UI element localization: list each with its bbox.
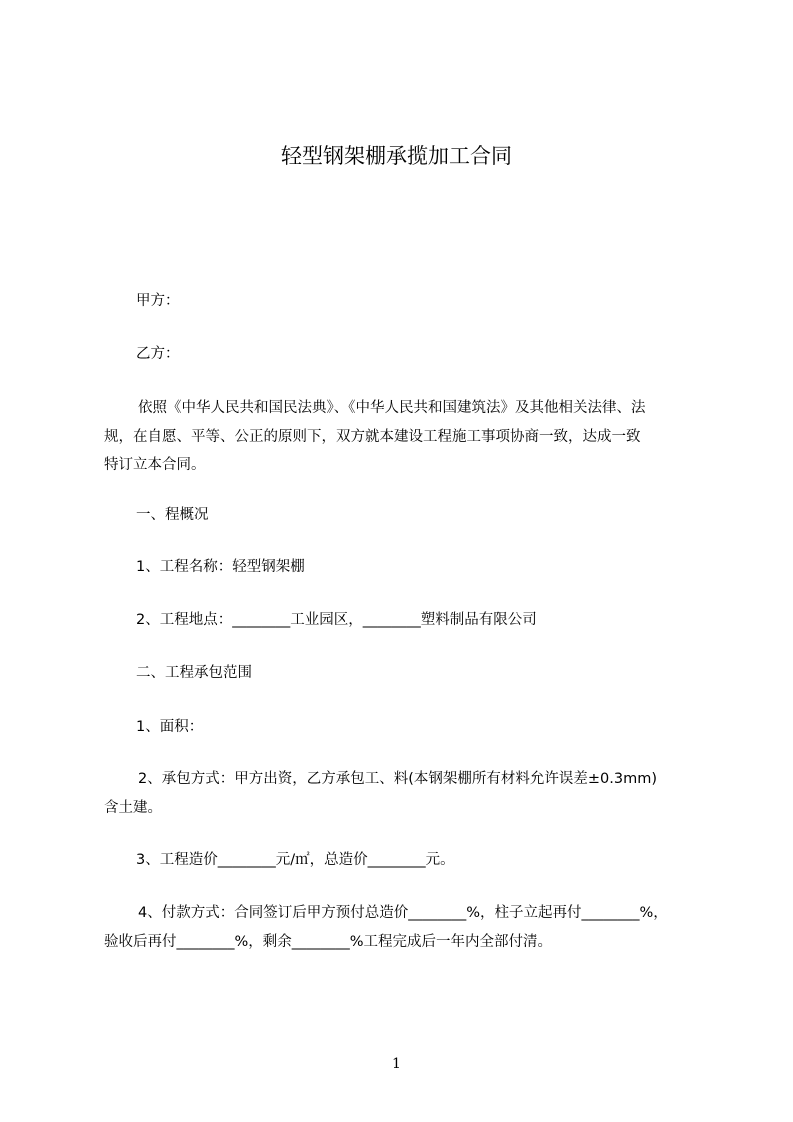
section-1-heading: 一、程概况: [136, 507, 209, 523]
item-contract-method: [104, 765, 699, 822]
item-area: 1、面积：: [136, 719, 204, 735]
item-project-name: 1、工程名称：轻型钢架棚: [136, 559, 305, 575]
party-b-label: 乙方：: [136, 346, 180, 362]
document-title: 轻型钢架棚承揽加工合同: [281, 144, 512, 168]
item-payment-method: [104, 899, 699, 956]
intro-paragraph: [104, 394, 699, 480]
payment-method-line-1: 4、付款方式：合同签订后甲方预付总造价________%，柱子立起再付________%，: [138, 905, 668, 921]
intro-line-2: 规，在自愿、平等、公正的原则下，双方就本建设工程施工事项协商一致，达成一致: [104, 428, 641, 445]
party-a-label: 甲方：: [136, 293, 180, 309]
item-project-cost: 3、工程造价________元/㎡，总造价________元。: [136, 852, 455, 868]
contract-method-line-1: 2、承包方式：甲方出资，乙方承包工、料(本钢架棚所有材料允许误差±0.3mm): [138, 771, 657, 787]
payment-method-line-2: 验收后再付________%，剩余________%工程完成后一年内全部付清。: [104, 933, 553, 950]
intro-line-1: 依照《中华人民共和国民法典》、《中华人民共和国建筑法》及其他相关法律、法: [138, 400, 646, 416]
page-number: 1: [392, 1056, 401, 1072]
intro-line-3: 特订立本合同。: [104, 457, 206, 473]
contract-method-line-2: 含土建。: [104, 799, 162, 816]
item-project-location: 2、工程地点：________工业园区，________塑料制品有限公司: [136, 612, 537, 628]
section-2-heading: 二、工程承包范围: [136, 665, 252, 681]
